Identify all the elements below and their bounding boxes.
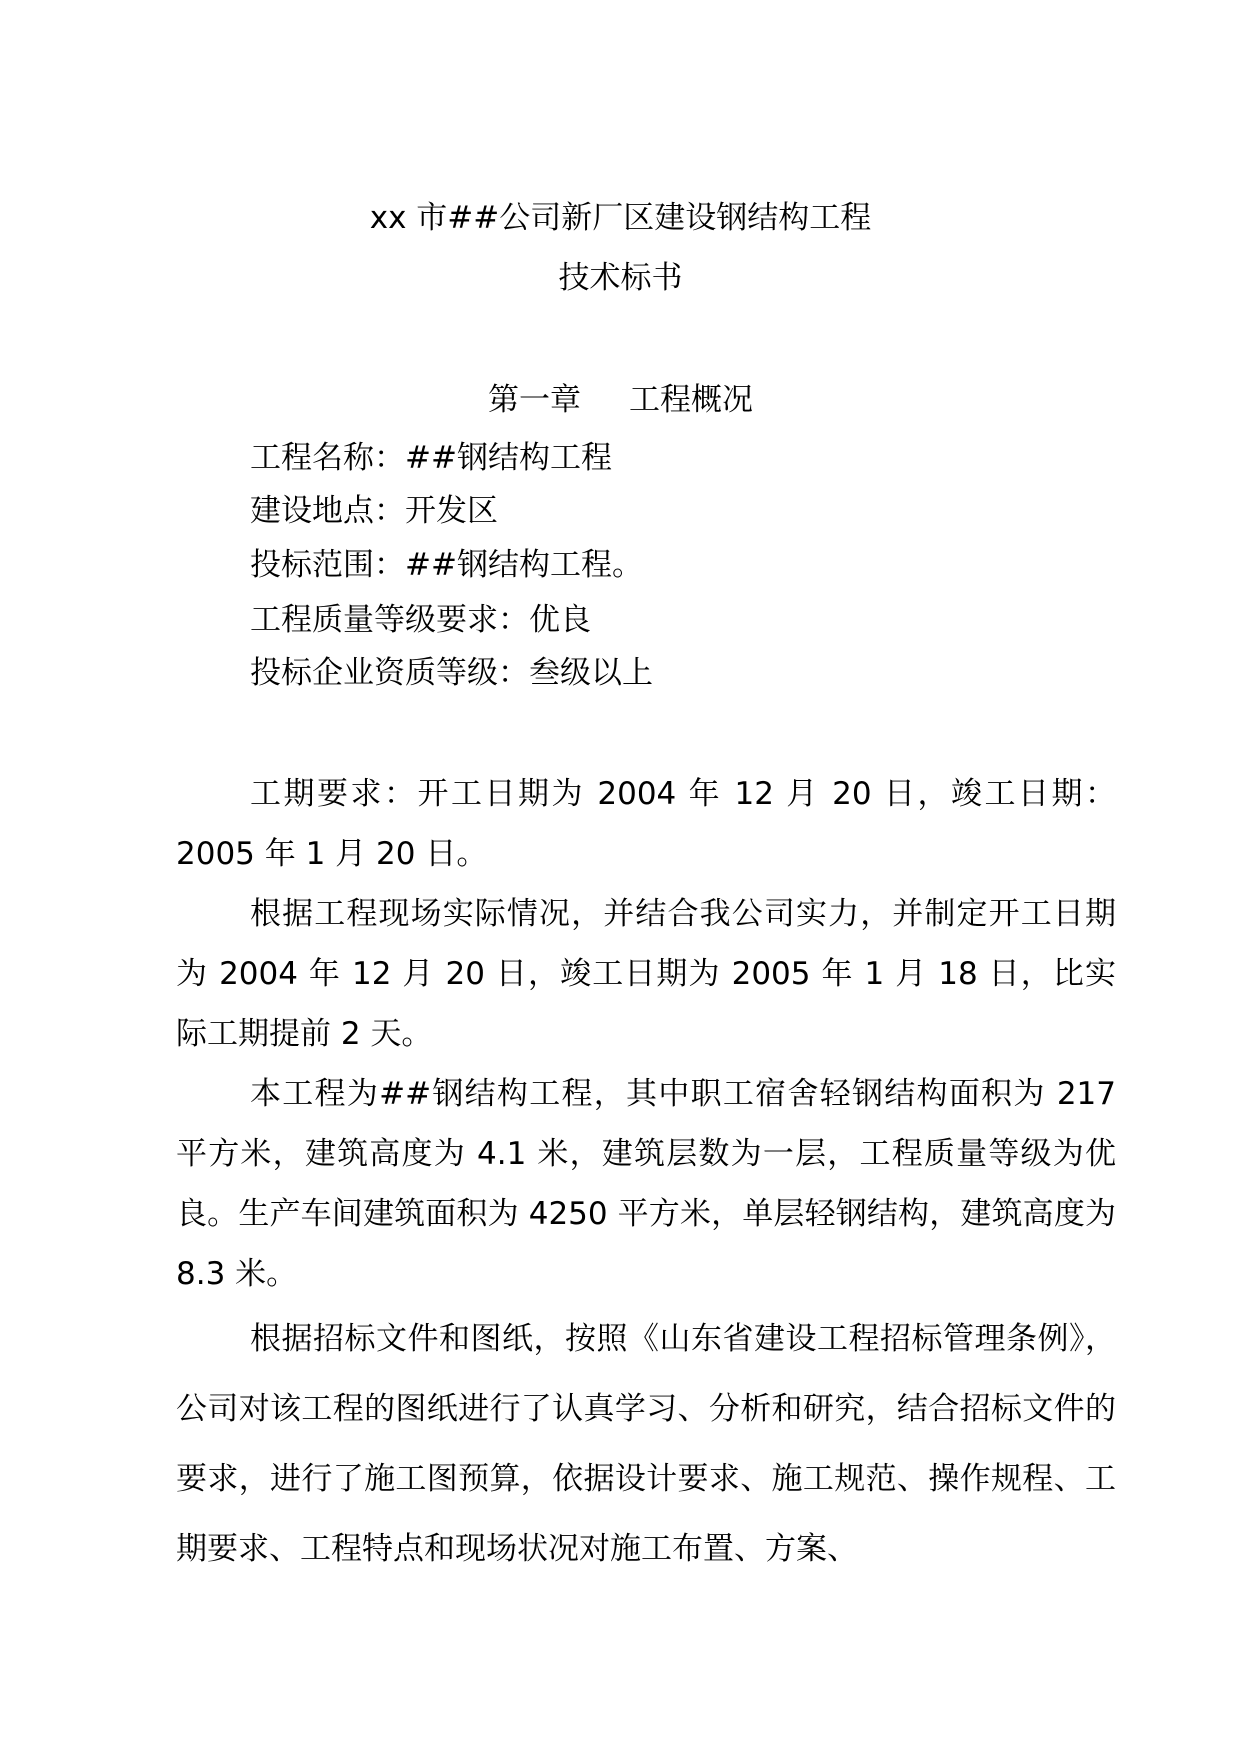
paragraph-schedule: 工期要求：开工日期为 2004 年 12 月 20 日，竣工日期：2005 年 1 月 20 日。 bbox=[176, 776, 1116, 872]
field-qualification: 投标企业资质等级：叁级以上 bbox=[250, 655, 653, 691]
field-bid-scope: 投标范围：##钢结构工程。 bbox=[250, 547, 643, 583]
chapter-number: 第一章 bbox=[488, 382, 581, 418]
field-project-name: 工程名称：##钢结构工程 bbox=[250, 440, 612, 476]
field-quality-grade: 工程质量等级要求：优良 bbox=[250, 602, 591, 638]
document-title: xx 市##公司新厂区建设钢结构工程 bbox=[369, 200, 872, 236]
paragraph-basis: 根据招标文件和图纸，按照《山东省建设工程招标管理条例》，公司对该工程的图纸进行了认真学习、分析和研究，结合招标文件的要求，进行了施工图预算，依据设计要求、施工规范、操作规程、工期要求、工程特点和现场状况对施工布置、方案、 bbox=[176, 1321, 1116, 1567]
paragraph-plan: 根据工程现场实际情况，并结合我公司实力，并制定开工日期为 2004 年 12 月 20 日，竣工日期为 2005 年 1 月 18 日，比实际工期提前 2 天。 bbox=[176, 896, 1116, 1052]
field-location: 建设地点：开发区 bbox=[250, 493, 498, 529]
document-subtitle: 技术标书 bbox=[558, 260, 683, 296]
chapter-name: 工程概况 bbox=[629, 382, 753, 418]
paragraph-scope: 本工程为##钢结构工程，其中职工宿舍轻钢结构面积为 217 平方米，建筑高度为 4.1 米，建筑层数为一层，工程质量等级为优良。生产车间建筑面积为 4250 平方米，单层轻钢结构，建筑高度为 8.3 米。 bbox=[176, 1076, 1116, 1292]
chapter-heading bbox=[0, 380, 1241, 420]
